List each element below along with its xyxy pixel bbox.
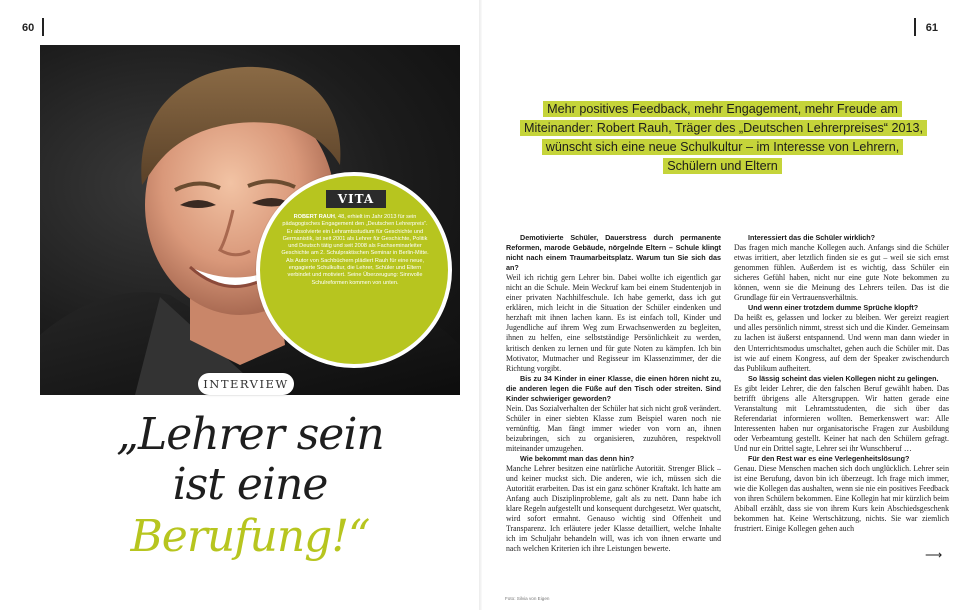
headline-line-3: Berufung!“ xyxy=(130,511,370,562)
article-column-1 xyxy=(506,233,721,588)
article-question: Für den Rest war es eine Verlegenheitslösung? xyxy=(748,454,910,464)
intro-teaser xyxy=(520,100,925,176)
article-question: Bis zu 34 Kinder in einer Klasse, die einen hören nicht zu, die anderen legen die Füße auf den Tisch oder streiten. Sind Kinder schwieriger geworden? xyxy=(506,373,721,403)
article-question: Interessiert das die Schüler wirklich? xyxy=(748,233,876,242)
page-number-right: 61 xyxy=(925,22,938,34)
interview-label: INTERVIEW xyxy=(198,373,294,395)
page-number-left: 60 xyxy=(22,22,35,34)
vita-name: ROBERT RAUH xyxy=(293,214,335,220)
intro-text: Mehr positives Feedback, mehr Engagement, mehr Freude am Miteinander: Robert Rauh, Träger des „Deutschen Lehrerpreises“ 2013, wünscht sich eine neue Schulkultur – im Interesse von Lehrern, Schülern und Eltern xyxy=(520,101,927,174)
article-column-2 xyxy=(734,233,949,588)
article-answer: Da heißt es, gelassen und locker zu bleiben. Wer gereizt reagiert und alles persönlich nimmt, stresst sich und die Kinder. Gemeinsam zu lachen ist äußerst entspannend. Und wenn man dann wieder in den Unterrichtsmodus umschaltet, gehen auch die Schüler mit. Das ist wie auf einem Kongress, auf dem der Speaker zwischendurch das Publikum aufheitert. xyxy=(734,313,949,373)
page-number-rule-right xyxy=(914,18,916,36)
article-question: Demotivierte Schüler, Dauerstress durch permanente Reformen, marode Gebäude, nörgelnde Eltern – Schule klingt nicht nach einem Traumarbeitsplatz. Warum tun Sie sich das an? xyxy=(506,233,721,273)
page-gutter xyxy=(479,0,482,610)
article-answer: Genau. Diese Menschen machen sich doch unglücklich. Lehrer sein ist eine Berufung, davon bin ich überzeugt. Ich frage mich immer, wie die Kollegen das aushalten, wenn sie nie ein positives Feedback von ihren Schülern bekommen. Eine Kollegin hat mir kürzlich beim Abiball erzählt, dass sie von ihrem Kurs kein Abschiedsgeschenk bekommen hat. Keine Wertschätzung, nichts. Sie war ziemlich frustriert. Einige Kollegen gehen auch xyxy=(734,464,949,534)
page-number-rule-left xyxy=(42,18,44,36)
vita-label: VITA xyxy=(326,190,386,208)
article-answer: Manche Lehrer besitzen eine natürliche Autorität. Strenger Blick – und keiner muckst sich. Die anderen, wie ich, müssen sich die Autorität erarbeiten. Das ist ein ganz schöner Kraftakt. Ich hatte am Anfang auch Disziplinprobleme, galt als zu nett. Dann habe ich klare Regeln aufgestellt und konsequent durchgesetzt. Wer quatscht, wird sofort ermahnt. Genauso wichtig sind Offenheit und Transparenz. Ich erläutere jeder Klasse detailliert, welche Inhalte ich im Schuljahr behandeln will, was ich von ihnen erwarte und nach welchen Kriterien ich ihre Leistungen bewerte. xyxy=(506,464,721,554)
article-answer: Das fragen mich manche Kollegen auch. Anfangs sind die Schüler etwas irritiert, aber letztlich finden sie es gut – weil sie sich ernst genommen fühlen. Außerdem ist es wichtig, dass Schüler ein sicheres Gefühl haben, nicht nur eine gute Note bekommen zu können, wenn sie die Meinung des Lehrers teilen. Das ist die Grundlage für ein Vertrauensverhältnis. xyxy=(734,243,949,303)
headline xyxy=(40,410,460,564)
article-answer: Weil ich richtig gern Lehrer bin. Dabei wollte ich eigentlich gar nicht an die Schule. Mein Weckruf kam bei einem Studentenjob in einer privaten Nachhilfeschule. Ich habe gemerkt, dass ich gut erklären, mich leicht in die Situation der Schüler eindenken und herzhaft mit ihnen lachen kann. Es ist einfach toll, Kinder und Jugendliche auf ihrem Weg zum Erwachsenwerden zu begleiten, ihnen zu helfen, eine selbstständige Persönlichkeit zu werden, kritisch denken zu lernen und für gute Noten zu kämpfen. Ich bin Motivator, Mutmacher und Regisseur im Klassenzimmer, der die Richtung vorgibt. xyxy=(506,273,721,373)
article-question: So lässig scheint das vielen Kollegen nicht zu gelingen. xyxy=(748,373,939,383)
article-answer: Es gibt leider Lehrer, die den falschen Beruf gewählt haben. Das betrifft übrigens alle Altersgruppen. Wir hatten gerade eine Veranstaltung mit Lehramtsstudenten, die sich über das Referendariat informieren wollten. Bemerkenswert war: Alle Interessenten haben nur organisatorische Fragen zur Ausbildung oder Verbeamtung gestellt. Keiner hat nach den Schülern gefragt. Und nur ein Drittel sagte, Lehrer sei ihr Wunschberuf … xyxy=(734,383,949,453)
vita-circle xyxy=(256,172,452,368)
article-answer: Nein. Das Sozialverhalten der Schüler hat sich nicht groß verändert. Schüler in einer siebten Klasse zum Beispiel waren noch nie vernünftig. Man fängt immer wieder von vorn an, ihnen beizubringen, sich zu organisieren, zuzuhören, respektvoll miteinander umzugehen. xyxy=(506,403,721,453)
vita-text xyxy=(280,214,430,287)
headline-line-1: „Lehrer sein xyxy=(116,409,384,460)
vita-body: , 48, erhielt im Jahr 2013 für sein pädagogisches Engagement den „Deutschen Lehrerpreis“. Er absolvierte ein Lehramtsstudium für Geschichte und Germanistik, ist seit 2001 als Lehrer für Geschichte, Politik und Deutsch tätig und seit 2008 als Fachseminarleiter Geschichte am 2. Schulpraktischen Seminar in Berlin-Mitte. Als Autor von Sachbüchern plädiert Rauh für eine neue, engagierte Schulkultur, die Lehrer, Schüler und Eltern verbindet und motiviert. Seine Überzeugung: Sinnvolle Schulreformen kommen von unten. xyxy=(281,214,429,286)
article-question: Und wenn einer trotzdem dumme Sprüche klopft? xyxy=(748,303,919,313)
headline-line-2: ist eine xyxy=(172,459,328,510)
continue-arrow-icon: ⟶ xyxy=(925,548,943,562)
photo-credit: Foto: Silvia von Eigen xyxy=(505,596,550,601)
article-question: Wie bekommt man das denn hin? xyxy=(520,454,635,464)
